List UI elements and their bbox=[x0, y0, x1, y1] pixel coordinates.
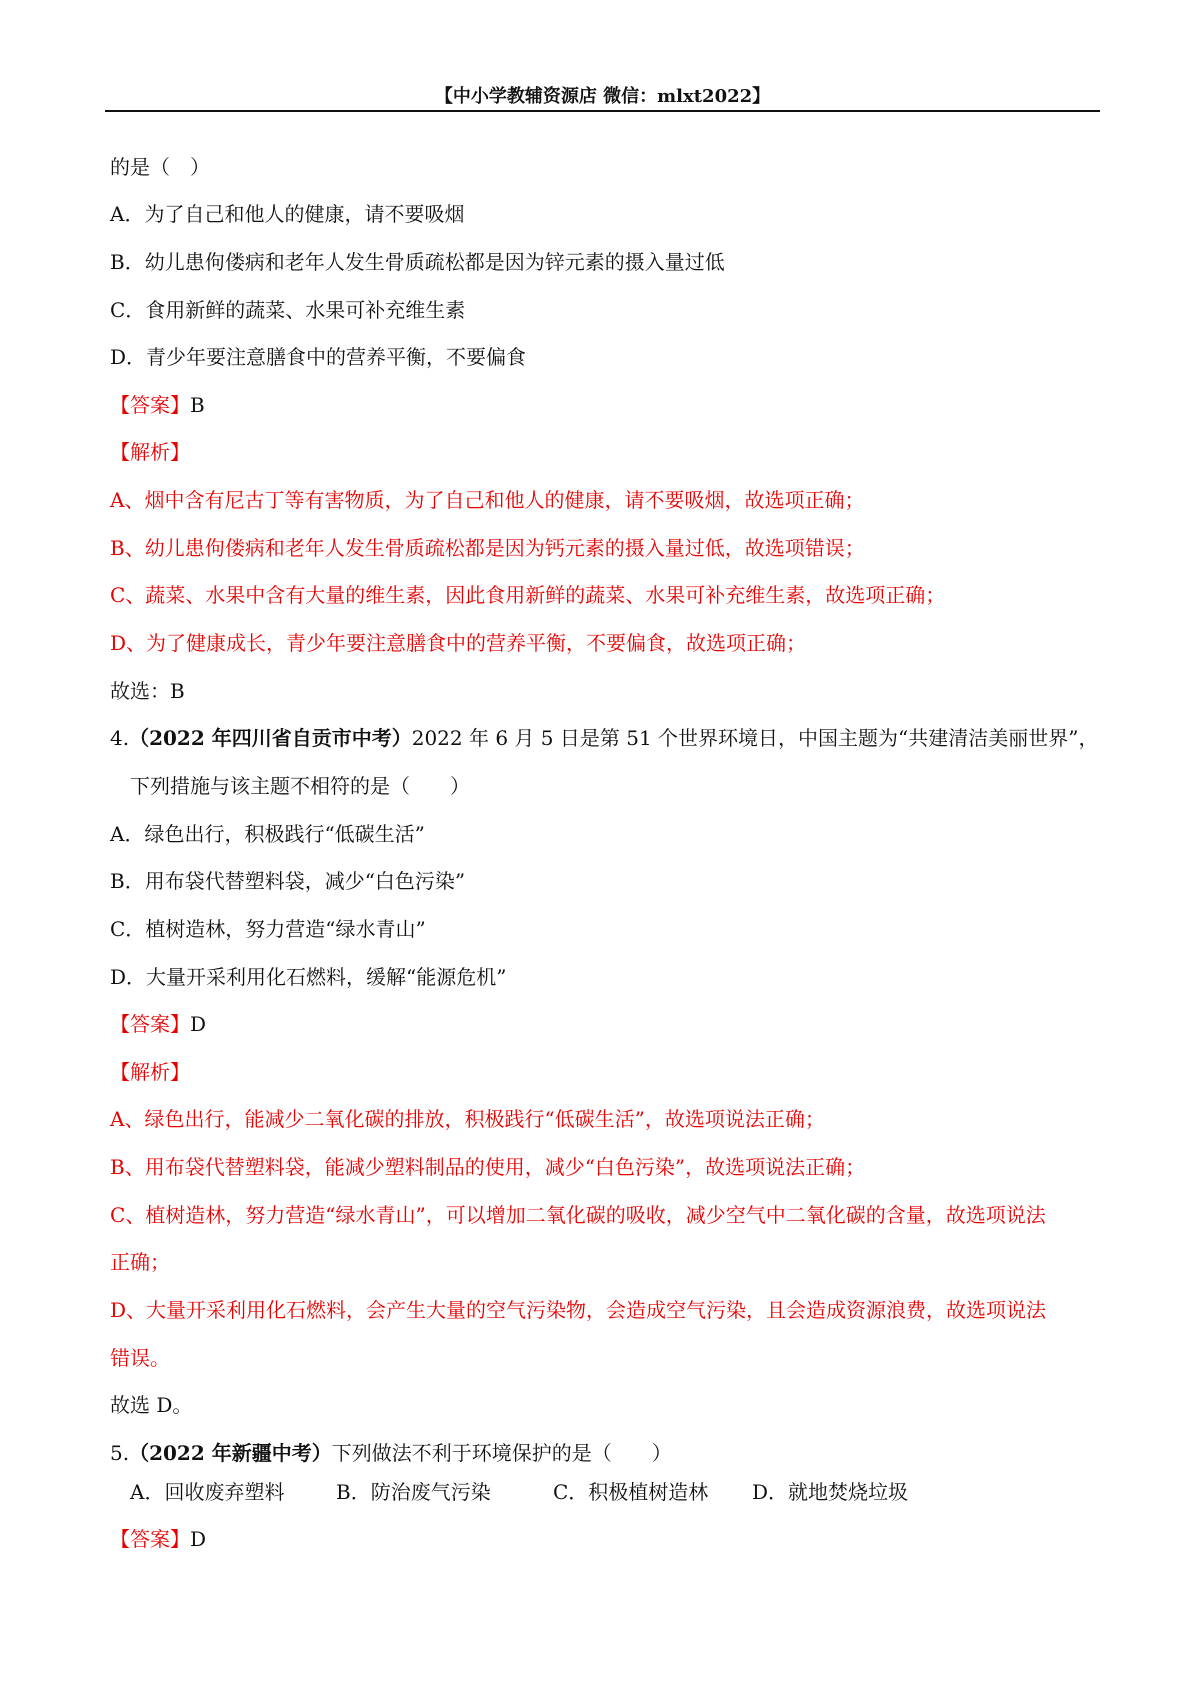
q3-option-d: D．青少年要注意膳食中的营养平衡，不要偏食 bbox=[110, 345, 527, 369]
q3-option-a: A．为了自己和他人的健康，请不要吸烟 bbox=[110, 202, 465, 226]
q4-stem bbox=[110, 724, 1098, 752]
q5-option-a: A．回收废弃塑料 bbox=[130, 1480, 285, 1504]
q4-option-b: B．用布袋代替塑料袋，减少“白色污染” bbox=[110, 869, 466, 893]
q4-number: 4. bbox=[110, 726, 130, 750]
q4-option-d: D．大量开采利用化石燃料，缓解“能源危机” bbox=[110, 965, 507, 989]
q5-option-b: B．防治废气污染 bbox=[336, 1480, 491, 1504]
q5-option-c: C．积极植树造林 bbox=[553, 1480, 709, 1504]
q4-analysis-d1: D、大量开采利用化石燃料，会产生大量的空气污染物，会造成空气污染，且会造成资源浪费，故选项说法 bbox=[110, 1298, 1047, 1322]
q4-analysis-b: B、用布袋代替塑料袋，能减少塑料制品的使用，减少“白色污染”，故选项说法正确； bbox=[110, 1155, 866, 1179]
q4-conclusion: 故选 D。 bbox=[110, 1393, 193, 1417]
q4-answer bbox=[110, 1010, 206, 1038]
answer-value: B bbox=[190, 393, 205, 417]
q4-stem-line1: 2022 年 6 月 5 日是第 51 个世界环境日，中国主题为“共建清洁美丽世界”， bbox=[411, 726, 1099, 750]
header-rule bbox=[105, 110, 1100, 112]
answer-tag: 【答案】 bbox=[110, 393, 190, 417]
q3-conclusion: 故选：B bbox=[110, 679, 185, 703]
q4-analysis-a: A、绿色出行，能减少二氧化碳的排放，积极践行“低碳生活”，故选项说法正确； bbox=[110, 1107, 825, 1131]
q3-analysis-tag: 【解析】 bbox=[110, 440, 190, 464]
q3-option-c: C．食用新鲜的蔬菜、水果可补充维生素 bbox=[110, 298, 466, 322]
answer-value: D bbox=[190, 1527, 207, 1551]
q5-answer bbox=[110, 1525, 206, 1553]
q3-analysis-c: C、蔬菜、水果中含有大量的维生素，因此食用新鲜的蔬菜、水果可补充维生素，故选项正确； bbox=[110, 583, 946, 607]
q4-analysis-d2: 错误。 bbox=[110, 1346, 170, 1370]
answer-tag: 【答案】 bbox=[110, 1012, 190, 1036]
q3-analysis-a: A、烟中含有尼古丁等有害物质，为了自己和他人的健康，请不要吸烟，故选项正确； bbox=[110, 488, 865, 512]
answer-tag: 【答案】 bbox=[110, 1527, 190, 1551]
q5-number: 5. bbox=[110, 1441, 130, 1465]
q3-analysis-d: D、为了健康成长，青少年要注意膳食中的营养平衡，不要偏食，故选项正确； bbox=[110, 631, 807, 655]
q5-stem bbox=[110, 1439, 672, 1467]
q3-option-b: B．幼儿患佝偻病和老年人发生骨质疏松都是因为锌元素的摄入量过低 bbox=[110, 250, 725, 274]
q4-option-a: A．绿色出行，积极践行“低碳生活” bbox=[110, 822, 425, 846]
q4-analysis-c2: 正确； bbox=[110, 1250, 170, 1274]
q3-answer bbox=[110, 391, 205, 419]
q5-source: （2022 年新疆中考） bbox=[129, 1441, 332, 1465]
q5-option-d: D．就地焚烧垃圾 bbox=[752, 1480, 909, 1504]
q4-stem-line2: 下列措施与该主题不相符的是（ ） bbox=[130, 774, 470, 798]
q4-analysis-tag: 【解析】 bbox=[110, 1060, 190, 1084]
page-header: 【中小学教辅资源店 微信：mlxt2022】 bbox=[434, 86, 771, 107]
q4-option-c: C．植树造林，努力营造“绿水青山” bbox=[110, 917, 426, 941]
q4-analysis-c1: C、植树造林，努力营造“绿水青山”，可以增加二氧化碳的吸收，减少空气中二氧化碳的含量，故选项说法 bbox=[110, 1203, 1046, 1227]
answer-value: D bbox=[190, 1012, 207, 1036]
q3-analysis-b: B、幼儿患佝偻病和老年人发生骨质疏松都是因为钙元素的摄入量过低，故选项错误； bbox=[110, 536, 865, 560]
q5-stem-text: 下列做法不利于环境保护的是（ ） bbox=[331, 1441, 672, 1465]
q4-source: （2022 年四川省自贡市中考） bbox=[129, 726, 412, 750]
q3-stem-tail: 的是（ ） bbox=[110, 155, 210, 179]
